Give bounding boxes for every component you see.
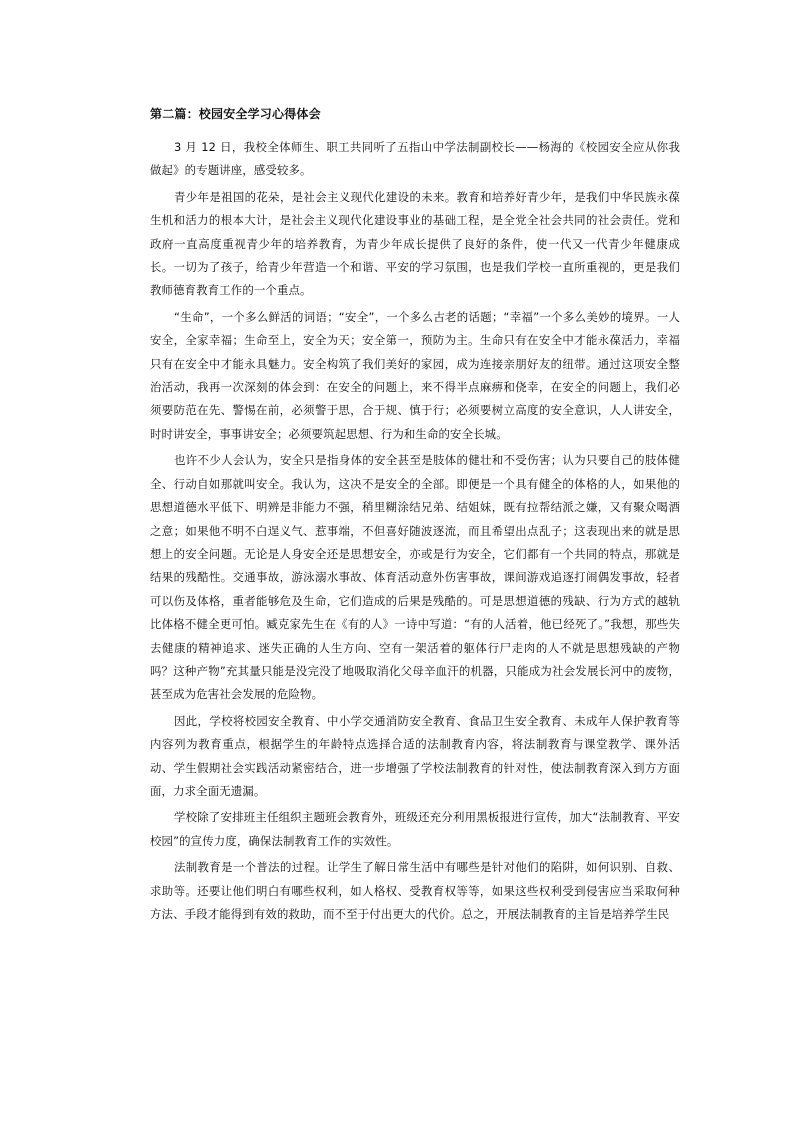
paragraph-3: “生命”，一个多么鲜活的词语；“安全”，一个多么古老的话题；“幸福”一个多么美妙的境界。一人安全，全家幸福；生命至上，安全为天；安全第一，预防为主。生命只有在安全中才能永葆活力，幸福只有在安全中才能永具魅力。安全构筑了我们美好的家园，成为连接亲朋好友的纽带。通过这项安全整治活动，我再一次深刻的体会到：在安全的问题上，来不得半点麻痹和侥幸，在安全的问题上，我们必须要防范在先、警惕在前，必须警于思，合于规、慎于行；必须要树立高度的安全意识，人人讲安全，时时讲安全，事事讲安全；必须要筑起思想、行为和生命的安全长城。 — [150, 309, 680, 441]
paragraph-6: 学校除了安排班主任组织主题班会教育外，班级还充分利用黑板报进行宣传，加大“法制教育、平安校园”的宣传力度，确保法制教育工作的实效性。 — [150, 810, 680, 848]
paragraph-5: 因此，学校将校园安全教育、中小学交通消防安全教育、食品卫生安全教育、未成年人保护教育等内容列为教育重点，根据学生的年龄特点选择合适的法制教育内容，将法制教育与课堂教学、课外活动、学生假期社会实践活动紧密结合，进一步增强了学校法制教育的针对性，使法制教育深入到方方面面，力求全面无遗漏。 — [150, 713, 680, 798]
paragraph-7: 法制教育是一个普法的过程。让学生了解日常生活中有哪些是针对他们的陷阱，如何识别、自救、求助等。还要让他们明白有哪些权利，如人格权、受教育权等等，如果这些权利受到侵害应当采取何种方法、手段才能得到有效的救助，而不至于付出更大的代价。总之，开展法制教育的主旨是培养学生民 — [150, 860, 680, 921]
document-body — [150, 104, 680, 929]
paragraph-2: 青少年是祖国的花朵，是社会主义现代化建设的未来。教育和培养好青少年，是我们中华民族永葆生机和活力的根本大计，是社会主义现代化建设事业的基础工程，是全党全社会共同的社会责任。党和政府一直高度重视青少年的培养教育，为青少年成长提供了良好的条件，使一代又一代青少年健康成长。一切为了孩子，给青少年营造一个和谐、平安的学习氛围，也是我们学校一直所重视的，更是我们教师德育教育工作的一个重点。 — [150, 189, 680, 298]
paragraph-4: 也许不少人会认为，安全只是指身体的安全甚至是肢体的健壮和不受伤害；认为只要自己的肢体健全、行动自如那就叫安全。我认为，这决不是安全的全部。即便是一个具有健全的体格的人，如果他的思想道德水平低下、明辨是非能力不强，稍里糊涂结兄弟、结姐妹，既有拉帮结派之嫌，又有聚众喝酒之意；如果他不明不白逞义气、惹事端，不但喜好随波逐流，而且希望出点乱子；这表现出来的就是思想上的安全问题。无论是人身安全还是思想安全，亦或是行为安全，它们都有一个共同的特点，那就是结果的残酷性。交通事故，游泳溺水事故、体育活动意外伤害事故，课间游戏追逐打闹偶发事故，轻者可以伤及体格，重者能够危及生命，它们造成的后果是残酷的。可是思想道德的残缺、行为方式的越轨比体格不健全更可怕。臧克家先生在《有的人》一诗中写道：“有的人活着，他已经死了。”我想，那些失去健康的精神追求、迷失正确的人生方向、空有一架活着的躯体行尸走肉的人不就是思想残缺的产物吗？这种产物”充其量只能是没完没了地吸取消化父母辛血汗的机器，只能成为社会发展长河中的废物，甚至成为危害社会发展的危险物。 — [150, 453, 680, 702]
paragraph-1: 3 月 12 日，我校全体师生、职工共同听了五指山中学法制副校长——杨海的《校园安全应从你我做起》的专题讲座，感受较多。 — [150, 140, 680, 178]
document-title: 第二篇：校园安全学习心得体会 — [150, 107, 321, 121]
